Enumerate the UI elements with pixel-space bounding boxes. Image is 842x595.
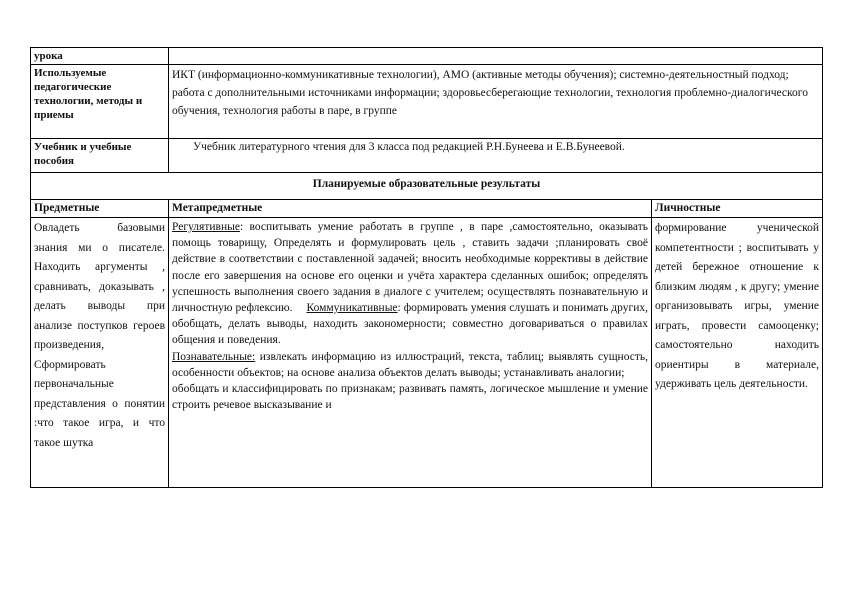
col-subject-header: Предметные — [31, 200, 169, 218]
results-heading: Планируемые образовательные результаты — [31, 173, 823, 200]
row-results-heading — [31, 173, 823, 200]
textbooks-value: Учебник литературного чтения для 3 класса под редакцией Р.Н.Бунеева и Е.В.Бунеевой. — [169, 139, 823, 173]
subject-results: Овладеть базовыми знания ми о писателе. Находить аргументы , сравнивать, доказывать , делать выводы при анализе поступков героев произведения, Сформировать первоначальные представления о понятии :что такое игра, и что такое шутка — [31, 218, 169, 488]
communicative-label: Коммуникативные — [306, 302, 398, 315]
cognitive-text: извлекать информацию из иллюстраций, текста, таблиц; выявлять сущность, особенности объектов; на основе анализа объектов делать выводы; устанавливать аналогии; — [172, 350, 648, 379]
col-meta-header: Метапредметные — [169, 200, 652, 218]
cognitive-text-continued: обобщать и классифицировать по признакам; развивать память, логическое мышление и умение строить речевое высказывание и — [172, 383, 648, 412]
technologies-label: Используемые педагогические технологии, методы и приемы — [31, 65, 169, 139]
row-results-content — [31, 218, 823, 488]
row-column-headers — [31, 200, 823, 218]
meta-results — [169, 218, 652, 488]
col-personal-header: Личностные — [652, 200, 823, 218]
personal-results: формирование ученической компетентности ; воспитывать у детей бережное отношение к близким людям , к другу; умение организовывать игры, умение играть, провести самооценку; самостоятельно находить ориентиры в материале, удерживать цель деятельности. — [652, 218, 823, 488]
textbooks-label: Учебник и учебные пособия — [31, 139, 169, 173]
lesson-value — [169, 48, 823, 65]
row-lesson — [31, 48, 823, 65]
lesson-label: урока — [31, 48, 169, 65]
regulatory-text: : воспитывать умение работать в группе , в паре ,самостоятельно, оказывать помощь товарищу, Определять и формулировать цель , ставить задачи ;планировать своё действие в соответствии с поставленной задачей; вносить необходимые коррективы в действие после его завершения на основе его оценки и учёта характера сделанных ошибок; определять успешность выполнения своего задания в диалоге с учителем; осуществлять познавательную и личностную рефлексию. — [172, 221, 648, 315]
document-page — [30, 47, 822, 488]
communicative-text: : формировать умения слушать и понимать других, обобщать, делать выводы, находить закономерности; совместно договариваться о правилах общения и поведения. — [172, 302, 648, 347]
lesson-plan-table — [30, 47, 823, 488]
regulatory-label: Регулятивные — [172, 221, 240, 233]
cognitive-label: Познавательные: — [172, 350, 256, 363]
row-technologies — [31, 65, 823, 139]
technologies-value: ИКТ (информационно-коммуникативные технологии), АМО (активные методы обучения); системно-деятельностный подход; работа с дополнительными источниками информации; здоровьесберегающие технологии, технология проблемно-диалогического обучения, технология работы в паре, в группе — [169, 65, 823, 139]
row-textbooks — [31, 139, 823, 173]
